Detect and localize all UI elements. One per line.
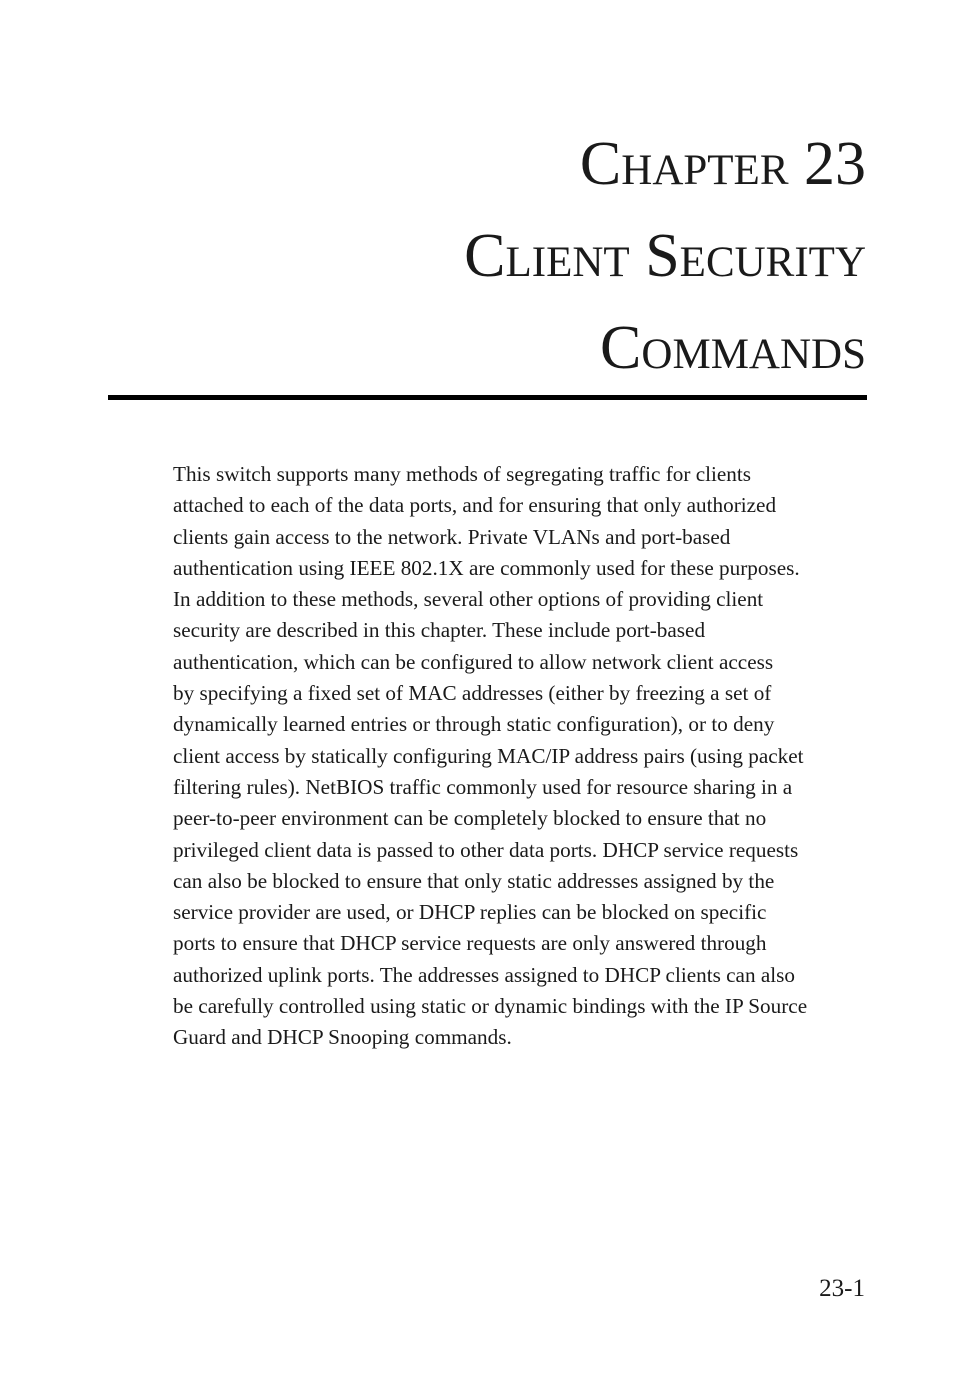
- body-line: security are described in this chapter. These include port-based: [173, 618, 706, 643]
- body-line: attached to each of the data ports, and for ensuring that only authorized: [173, 493, 777, 518]
- heading-rule: [108, 395, 867, 400]
- body-line: filtering rules). NetBIOS traffic commonly used for resource sharing in a: [173, 774, 793, 799]
- page-number: 23-1: [819, 1275, 865, 1302]
- body-line: authentication using IEEE 802.1X are commonly used for these purposes.: [173, 555, 800, 580]
- body-line: client access by statically configuring MAC/IP address pairs (using packet: [173, 743, 804, 768]
- body-line: authentication, which can be configured to allow network client access: [173, 649, 774, 674]
- body-line: ports to ensure that DHCP service requests are only answered through: [173, 931, 767, 956]
- chapter-title-line-2: Commands: [600, 314, 866, 382]
- body-line: be carefully controlled using static or dynamic bindings with the IP Source: [173, 994, 808, 1019]
- chapter-heading: [464, 118, 866, 394]
- body-line: authorized uplink ports. The addresses assigned to DHCP clients can also: [173, 962, 795, 987]
- intro-paragraph: [173, 459, 873, 1054]
- body-line: by specifying a fixed set of MAC addresses (either by freezing a set of: [173, 681, 772, 706]
- body-line: In addition to these methods, several other options of providing client: [173, 587, 764, 612]
- body-line: Guard and DHCP Snooping commands.: [173, 1025, 512, 1050]
- body-line: peer-to-peer environment can be completely blocked to ensure that no: [173, 806, 767, 831]
- body-line: privileged client data is passed to other data ports. DHCP service requests: [173, 837, 799, 862]
- body-line: service provider are used, or DHCP replies can be blocked on specific: [173, 900, 767, 925]
- chapter-number: Chapter 23: [579, 130, 866, 198]
- body-line: This switch supports many methods of segregating traffic for clients: [173, 462, 752, 486]
- body-line: clients gain access to the network. Private VLANs and port-based: [173, 524, 731, 549]
- body-line: can also be blocked to ensure that only static addresses assigned by the: [173, 868, 775, 893]
- chapter-title-line-1: Client Security: [464, 222, 866, 290]
- body-line: dynamically learned entries or through static configuration), or to deny: [173, 712, 775, 737]
